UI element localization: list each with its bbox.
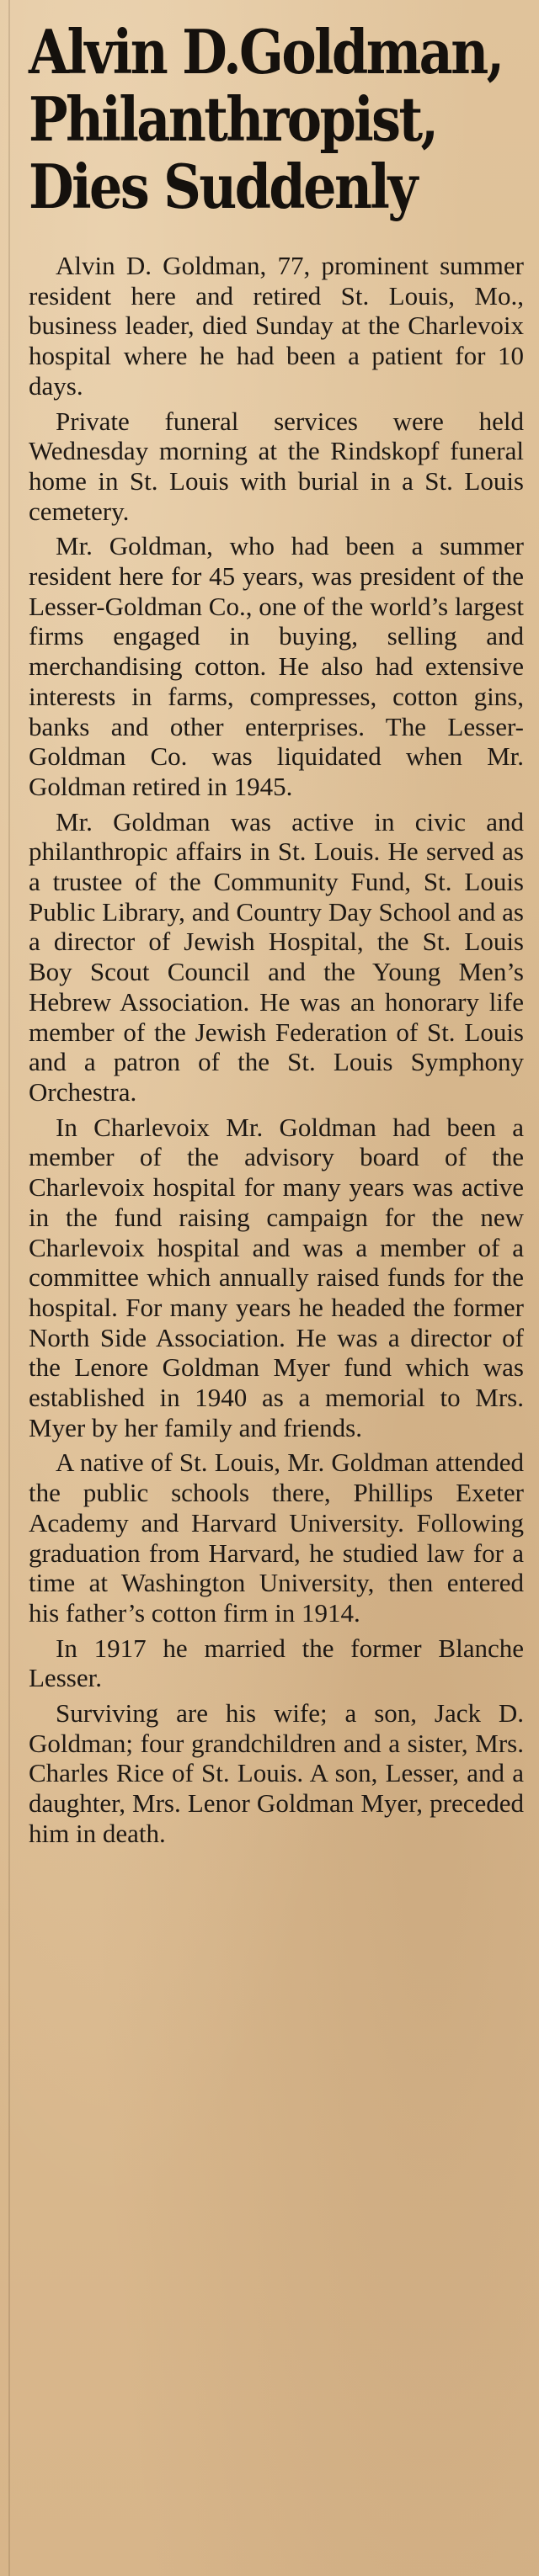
paragraph-charlevoix: In Charlevoix Mr. Goldman had been a member of the advisory board of the Charlevoix hospital for many years was active in the fund raising campaign for the new Charlevoix hospital and was a member of a committee which annually raised funds for the hospital. For many years he headed the former North Side Association. He was a director of the Lenore Goldman Myer fund which was established in 1940 as a memorial to Mrs. Myer by her family and friends. <box>29 1112 524 1442</box>
paragraph-death-notice: Alvin D. Goldman, 77, prominent summer resident here and retired St. Louis, Mo., business leader, died Sunday at the Charlevoix hospital where he had been a patient for 10 days. <box>29 251 524 401</box>
headline-line-3: Dies Suddenly <box>29 151 416 222</box>
headline <box>29 16 528 222</box>
headline-line-1: Alvin D.Goldman, <box>29 16 503 88</box>
paragraph-funeral: Private funeral services were held Wednesday morning at the Rindskopf funeral home in St. Louis with burial in a St. Louis cemetery. <box>29 406 524 526</box>
article-body <box>29 251 524 1849</box>
paragraph-education: A native of St. Louis, Mr. Goldman attended the public schools there, Phillips Exeter Academy and Harvard University. Following graduation from Harvard, he studied law for a time at Washington University, then entered his father’s cotton firm in 1914. <box>29 1447 524 1628</box>
column-rule <box>8 0 10 2576</box>
paragraph-civic-affairs: Mr. Goldman was active in civic and philanthropic affairs in St. Louis. He served as a trustee of the Community Fund, St. Louis Public Library, and Country Day School and as a director of Jewish Hospital, the St. Louis Boy Scout Council and the Young Men’s Hebrew Association. He was an honorary life member of the Jewish Federation of St. Louis and a patron of the St. Louis Symphony Orchestra. <box>29 806 524 1107</box>
paragraph-survivors: Surviving are his wife; a son, Jack D. Goldman; four grandchildren and a sister, Mrs. Charles Rice of St. Louis. A son, Lesser, and a daughter, Mrs. Lenor Goldman Myer, preceded him in death. <box>29 1698 524 1848</box>
paragraph-marriage: In 1917 he married the former Blanche Lesser. <box>29 1633 524 1693</box>
headline-line-2: Philanthropist, <box>29 83 437 155</box>
paragraph-career: Mr. Goldman, who had been a summer resident here for 45 years, was president of the Lesser-Goldman Co., one of the world’s largest firms engaged in buying, selling and merchandising cotton. He also had extensive interests in farms, compresses, cotton gins, banks and other enterprises. The Lesser-Goldman Co. was liquidated when Mr. Goldman retired in 1945. <box>29 531 524 801</box>
